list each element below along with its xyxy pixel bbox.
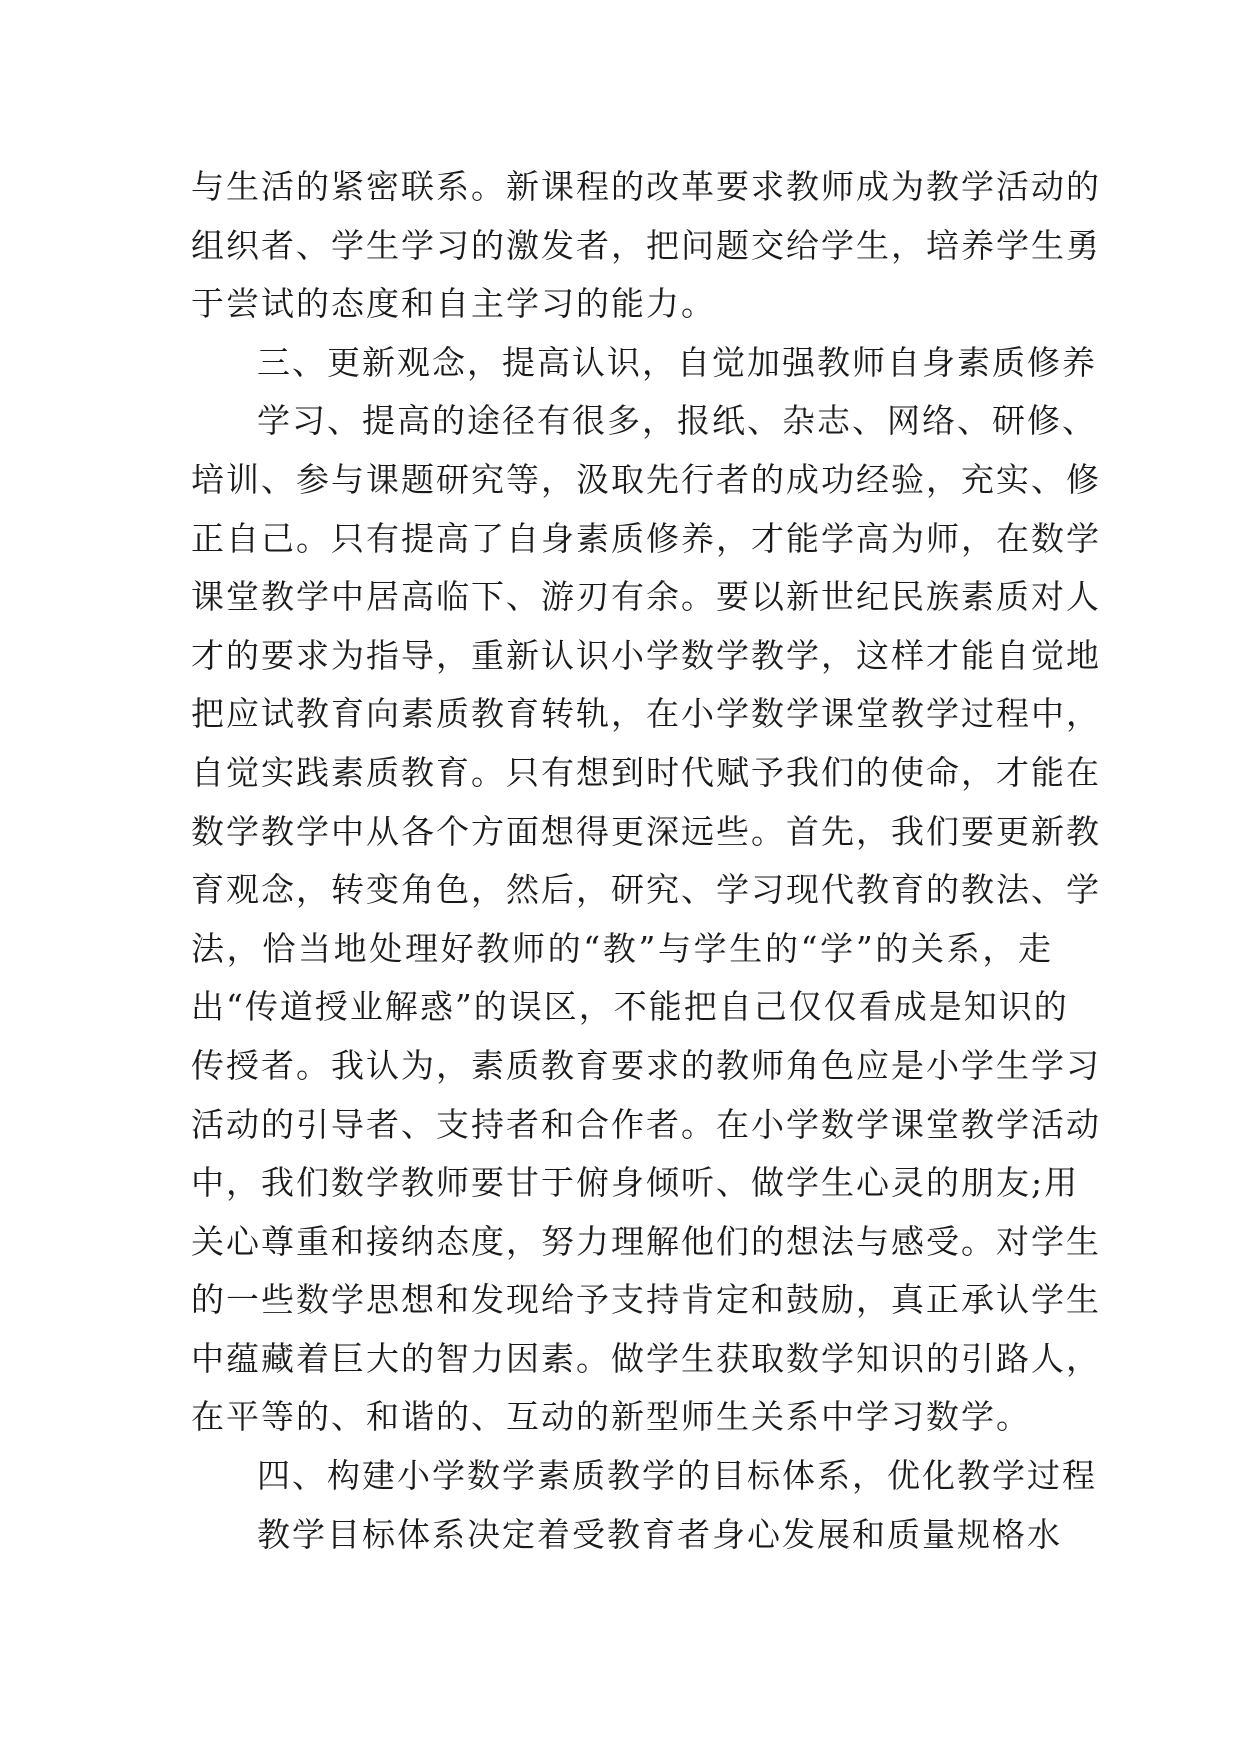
text-line: 在平等的、和谐的、互动的新型师生关系中学习数学。	[191, 1397, 1031, 1437]
text-line: 于尝试的态度和自主学习的能力。	[191, 284, 716, 324]
paragraph-start-line: 三、更新观念，提高认识，自觉加强教师自身素质修养	[257, 342, 1097, 382]
text-line: 中蕴藏着巨大的智力因素。做学生获取数学知识的引路人，	[191, 1338, 1101, 1378]
text-line: 与生活的紧密联系。新课程的改革要求教师成为教学活动的	[191, 167, 1101, 206]
text-line: 的一些数学思想和发现给予支持肯定和鼓励，真正承认学生	[191, 1280, 1101, 1320]
text-line: 出“传道授业解惑”的误区，不能把自己仅仅看成是知识的	[191, 987, 1069, 1027]
text-line: 组织者、学生学习的激发者，把问题交给学生，培养学生勇	[191, 225, 1101, 265]
text-line: 把应试教育向素质教育转轨，在小学数学课堂教学过程中，	[191, 694, 1101, 734]
text-line: 培训、参与课题研究等，汲取先行者的成功经验，充实、修	[191, 459, 1101, 499]
text-line: 关心尊重和接纳态度，努力理解他们的想法与感受。对学生	[191, 1221, 1101, 1261]
text-line: 才的要求为指导，重新认识小学数学教学，这样才能自觉地	[191, 635, 1101, 675]
text-line: 数学教学中从各个方面想得更深远些。首先，我们要更新教	[191, 811, 1101, 851]
text-line: 中，我们数学教师要甘于俯身倾听、做学生心灵的朋友;用	[191, 1163, 1080, 1203]
paragraph-start-line: 四、构建小学数学素质教学的目标体系，优化教学过程	[257, 1456, 1097, 1496]
text-line: 课堂教学中居高临下、游刃有余。要以新世纪民族素质对人	[191, 577, 1101, 617]
text-line: 传授者。我认为，素质教育要求的教师角色应是小学生学习	[191, 1045, 1101, 1085]
paragraph-start-line: 教学目标体系决定着受教育者身心发展和质量规格水	[257, 1514, 1062, 1554]
text-line: 自觉实践素质教育。只有想到时代赋予我们的使命，才能在	[191, 752, 1101, 792]
document-body	[191, 158, 1101, 1564]
text-line: 正自己。只有提高了自身素质修养，才能学高为师，在数学	[191, 518, 1101, 558]
text-line: 活动的引导者、支持者和合作者。在小学数学课堂教学活动	[191, 1104, 1101, 1144]
text-line: 育观念，转变角色，然后，研究、学习现代教育的教法、学	[191, 870, 1101, 910]
paragraph-start-line: 学习、提高的途径有很多，报纸、杂志、网络、研修、	[257, 401, 1097, 441]
text-line: 法，恰当地处理好教师的“教”与学生的“学”的关系，走	[191, 928, 1053, 968]
